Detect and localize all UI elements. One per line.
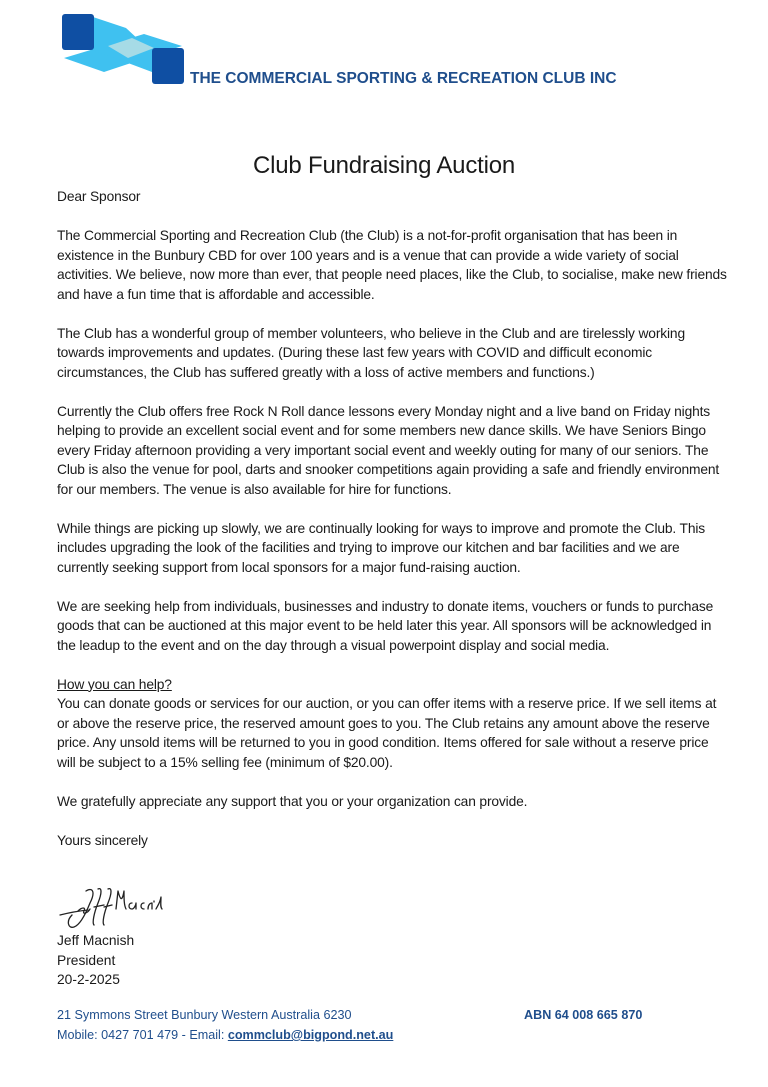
club-logo-icon <box>60 12 186 86</box>
signoff-block <box>57 931 134 990</box>
email-link[interactable]: commclub@bigpond.net.au <box>227 1028 394 1042</box>
letter-body <box>57 187 727 850</box>
paragraph-volunteers: The Club has a wonderful group of member volunteers, who believe in the Club and are tirelessly working towards improvements and updates. (During these last few years with COVID and difficult economic circumstances, the Club has suffered greatly with a loss of active members and functions.) <box>57 325 685 380</box>
signer-name: Jeff Macnish <box>57 933 135 948</box>
abn-number: ABN 64 008 665 870 <box>524 1008 643 1022</box>
salutation: Dear Sponsor <box>57 189 141 204</box>
club-address: 21 Symmons Street Bunbury Western Australia 6230 <box>57 1008 352 1022</box>
paragraph-how-to-help: You can donate goods or services for our auction, or you can offer items with a reserve price. If we sell items at or above the reserve price, the reserved amount goes to you. The Club retains any amount above the reserve price. Any unsold items will be returned to you in good condition. Items offered for sale without a reserve price will be subject to a 15% selling fee (minimum of $20.00). <box>57 696 717 770</box>
document-title: Club Fundraising Auction <box>252 152 516 180</box>
valediction: Yours sincerely <box>57 832 148 848</box>
paragraph-seeking-help: We are seeking help from individuals, businesses and industry to donate items, vouchers or funds to purchase goods that can be auctioned at this major event to be held later this year. All sponsors will be acknowledged in the leadup to the event and on the day through a visual powerpoint display and social media. <box>57 598 714 653</box>
paragraph-intro: The Commercial Sporting and Recreation Club (the Club) is a not-for-profit organisation that has been in existence in the Bunbury CBD for over 100 years and is a venue that can provide a wide variety of social activities. We believe, now more than ever, that people need places, like the Club, to socialise, make new friends and have a fun time that is affordable and accessible. <box>57 228 727 302</box>
handwritten-signature-icon <box>58 885 163 930</box>
signer-role: President <box>57 952 116 968</box>
help-heading: How you can help? <box>57 676 172 692</box>
letterhead-footer <box>57 1005 717 1045</box>
letter-date: 20-2-2025 <box>57 972 120 987</box>
paragraph-improvements: While things are picking up slowly, we are continually looking for ways to improve and promote the Club. This includes upgrading the look of the facilities and trying to improve our kitchen and bar facilities and we are currently seeking support from local sponsors for a major fund-raising auction. <box>57 520 706 575</box>
contact-details: Mobile: 0427 701 479 - Email: <box>57 1028 228 1042</box>
closing-line: We gratefully appreciate any support that you or your organization can provide. <box>57 793 528 809</box>
paragraph-activities: Currently the Club offers free Rock N Roll dance lessons every Monday night and a live band on Friday nights helping to provide an excellent social event and for some members new dance skills. We have Seniors Bingo every Friday afternoon providing a very important social event and weekly outing for many of our seniors. The Club is also the venue for pool, darts and snooker competitions again providing a safe and friendly environment for our members. The venue is also available for hire for functions. <box>57 403 720 497</box>
organization-name: THE COMMERCIAL SPORTING & RECREATION CLUB INC <box>190 70 617 87</box>
